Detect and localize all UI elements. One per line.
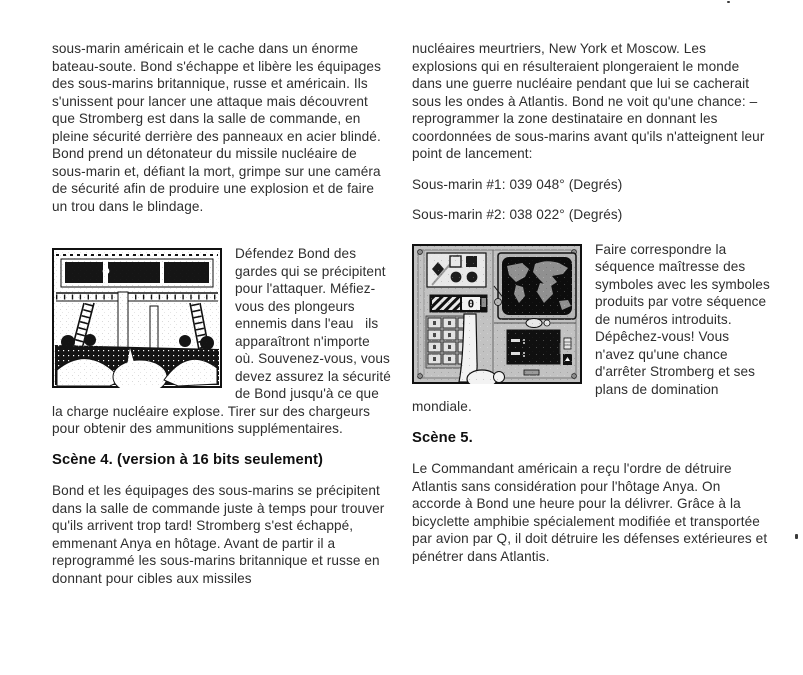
figure-caption-text: Défendez Bond des gardes qui se précipitent pour l'attaquer. Méfiez-vous des plongeurs ennemis dans l'eau ils apparaîtront n'importe où. Souvenez-vous, vous devez assurez la sécurité de Bond jusqu'à ce que la charge nucléaire explose. Tirer sur des chargeurs pour obtenir des ammunitions supplémentaires. xyxy=(52,246,391,436)
scan-artifact-speck xyxy=(795,534,798,539)
submarine-coordinates-2: Sous-marin #2: 038 022° (Degrés) xyxy=(412,207,623,222)
body-paragraph: sous-marin américain et le cache dans un énorme bateau-soute. Bond s'échappe et libère les équipages des sous-marins britannique, russe et américain. Ils s'unissent pour lancer une attaque mais découvrent que Stromberg est dans la salle de commande, en pleine sécurité derrière des panneaux en acier blindé. Bond prend un détonateur du missile nucléaire de sous-marin et, défiant la mort, grimpe sur une caméra de sécurité afin de produire une explosion et de faire un trou dans le blindage. xyxy=(52,41,381,214)
display-value: 0 xyxy=(467,297,475,310)
game-screenshot-control-panel xyxy=(412,244,582,384)
submarine-coordinates-1: Sous-marin #1: 039 048° (Degrés) xyxy=(412,176,623,192)
right-column xyxy=(412,40,772,587)
body-paragraph: Bond et les équipages des sous-marins se précipitent dans la salle de commande juste à temps pour trouver qu'ils arrivent trop tard! Stromberg s'est échappé, emmenant Anya en hôtage. Avant de partir il a reprogrammé les sous-marins britannique et russe en donnant pour cibles aux missiles xyxy=(52,483,385,586)
scene4-heading: Scène 4. (version à 16 bits seulement) xyxy=(52,451,324,468)
scan-artifact-speck xyxy=(727,1,730,3)
scene5-heading: Scène 5. xyxy=(412,429,473,446)
figure-block-submarine-bay xyxy=(52,245,392,438)
body-paragraph: Le Commandant américain a reçu l'ordre de détruire Atlantis sans considération pour l'hôtage Anya. On accorde à Bond une heure pour la délivrer. Grâce à la bicyclette amphibie spécialement modifiée et transportée par avion par Q, il doit détruire les défenses extérieures et pénétrer dans Atlantis. xyxy=(412,461,768,564)
body-paragraph: nucléaires meurtriers, New York et Moscow. Les explosions qui en résulteraient plongeraient le monde dans une guerre nucléaire pendant que lui se cacherait sous les ondes à Atlantis. Bond ne voit qu'une chance: – reprogrammer la zone destinataire en donnant les coordonnées de sous-marins avant qu'ils n'atteignent leur point de lancement: xyxy=(412,41,765,161)
figure-block-control-panel xyxy=(412,241,772,416)
left-column xyxy=(52,40,392,587)
figure-caption-text: Faire correspondre la séquence maîtresse des symboles avec les symboles produits par votre séquence de numéros introduits. Dépêchez-vous! Vous n'avez qu'une chance d'arrêter Stromberg et ses plans de domination mondiale. xyxy=(412,241,770,414)
game-screenshot-submarine-bay xyxy=(52,248,222,388)
